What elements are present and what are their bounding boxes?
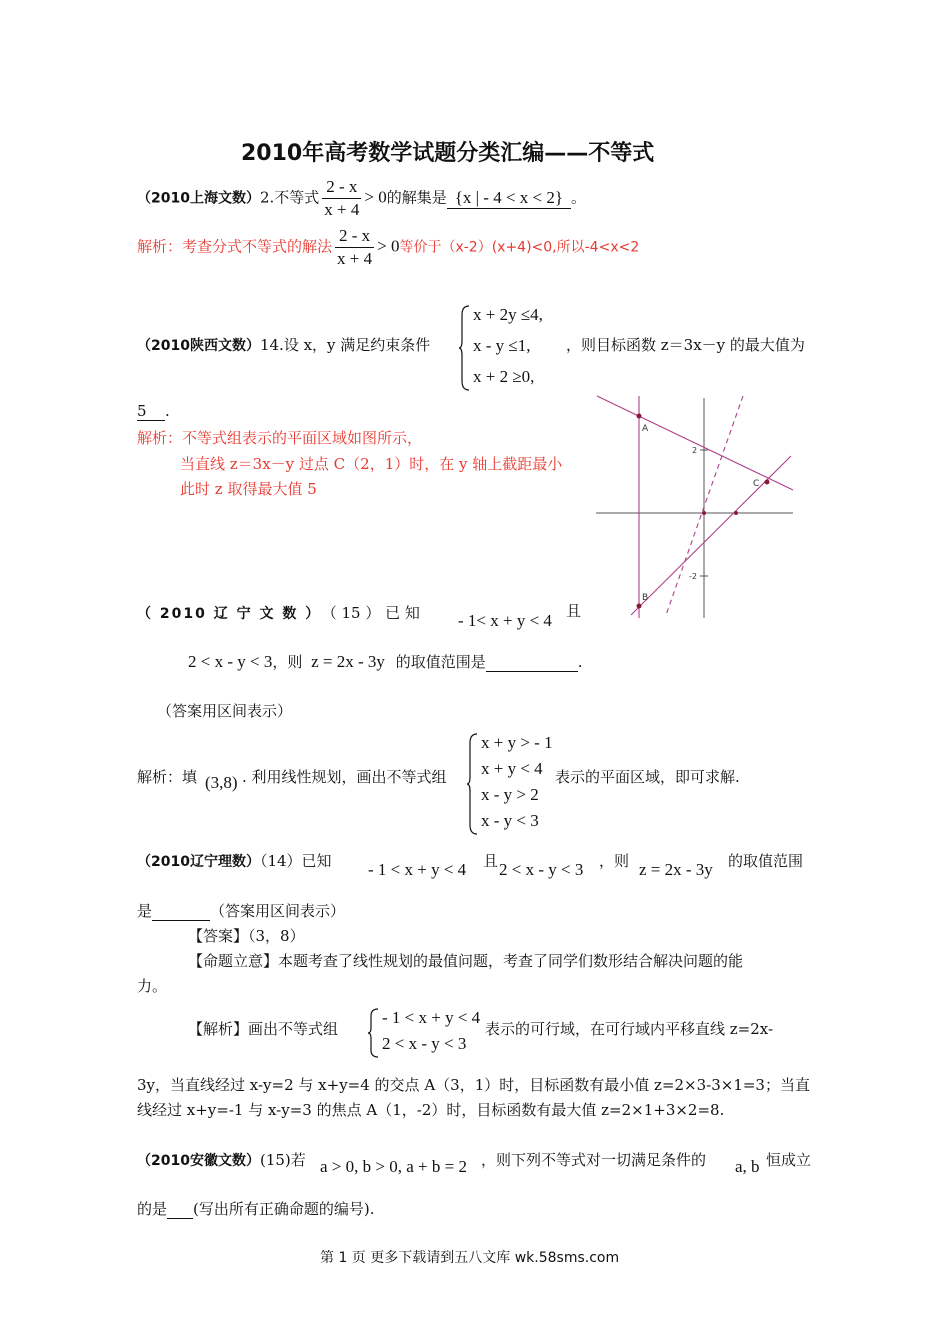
q5-line2-b: (写出所有正确命题的编号). bbox=[193, 1200, 375, 1218]
point-x-intercept bbox=[734, 511, 738, 515]
q4-source: （2010辽宁理数） bbox=[137, 854, 260, 870]
q2-region-graph bbox=[593, 393, 798, 621]
q3-comma: ，则 bbox=[272, 653, 303, 671]
q4-ineq1: - 1 < x + y < 4 bbox=[368, 860, 467, 879]
tick-m2: -2 bbox=[689, 572, 697, 581]
q4-sol2: 3y，当直线经过 x-y=2 与 x+y=4 的交点 A（3，1）时，目标函数有最小值 z=2×3-3×1=3；当直 bbox=[137, 1076, 810, 1094]
point-b bbox=[637, 604, 642, 609]
q1-text-b: 的解集是 bbox=[386, 188, 447, 207]
q1-sol-gt: > 0 bbox=[377, 236, 400, 256]
tick-2: 2 bbox=[692, 446, 698, 455]
point-c bbox=[765, 480, 770, 485]
q3-ineq2: 2 < x - y < 3 bbox=[188, 652, 273, 671]
q3-sol-c: 表示的平面区域，即可求解. bbox=[555, 768, 740, 786]
q2-sys-1: x - y ≤1, bbox=[473, 336, 531, 355]
q3-num: （ 15 ） 已 知 bbox=[329, 604, 420, 622]
q2-answer-line bbox=[137, 402, 170, 421]
page-footer: 第 1 页 更多下载请到五八文库 wk.58sms.com bbox=[320, 1250, 620, 1266]
q3-line1 bbox=[137, 602, 420, 623]
point-origin-cross bbox=[702, 511, 706, 515]
q2-system bbox=[459, 303, 579, 393]
label-c: C bbox=[753, 479, 760, 489]
q4-z: z = 2x - 3y bbox=[639, 860, 713, 879]
q5-ab: a, b bbox=[735, 1157, 760, 1176]
q4-ineq2: 2 < x - y < 3 bbox=[499, 860, 584, 879]
q5-source: （2010安徽文数） bbox=[137, 1153, 260, 1169]
q4-and: 且 bbox=[483, 852, 499, 870]
q2-text-b: ，则目标函数 z＝3x－y 的最大值为 bbox=[566, 336, 805, 354]
q1-solution bbox=[137, 225, 639, 270]
q3-sol-ans: (3,8) bbox=[205, 773, 238, 792]
q5-text-c: 恒成立 bbox=[766, 1151, 812, 1169]
q1-sol-b: 等价于（x-2）(x+4)<0,所以-4<x<2 bbox=[399, 239, 640, 256]
q5-num: (15)若 bbox=[259, 1151, 306, 1169]
q4-sys-1: 2 < x - y < 3 bbox=[382, 1034, 467, 1053]
q3-ineq1: - 1< x + y < 4 bbox=[458, 611, 552, 630]
q3-note: （答案用区间表示） bbox=[157, 702, 293, 720]
q4-brace bbox=[368, 1008, 380, 1058]
q3-blank bbox=[486, 653, 578, 672]
q3-source: （ 2010 辽 宁 文 数 ） bbox=[137, 606, 322, 622]
q4-sys-0: - 1 < x + y < 4 bbox=[382, 1008, 481, 1027]
q2-sys-0: x + 2y ≤4, bbox=[473, 305, 543, 324]
page-title: 2010年高考数学试题分类汇编——不等式 bbox=[241, 141, 655, 166]
q4-text-b: 的取值范围 bbox=[728, 852, 804, 870]
q3-sys-0: x + y > - 1 bbox=[481, 733, 553, 752]
q1-answer: {x | - 4 < x < 2} bbox=[447, 188, 571, 209]
q4-blank bbox=[152, 902, 210, 921]
q2-end: . bbox=[165, 402, 170, 420]
q2-brace bbox=[459, 305, 471, 391]
q3-sys-1: x + y < 4 bbox=[481, 759, 543, 778]
label-b: B bbox=[642, 593, 649, 603]
line-x-plus-2y-4 bbox=[597, 396, 793, 490]
q2-sys-2: x + 2 ≥0, bbox=[473, 367, 535, 386]
q4-sol-b: 表示的可行域，在可行域内平移直线 z=2x- bbox=[485, 1020, 774, 1038]
q2-answer: 5 bbox=[137, 402, 165, 421]
q5-cond: a > 0, b > 0, a + b = 2 bbox=[320, 1157, 467, 1176]
q4-sol-a: 【解析】画出不等式组 bbox=[188, 1020, 339, 1038]
q3-sys-2: x - y > 2 bbox=[481, 785, 539, 804]
label-a: A bbox=[642, 424, 649, 434]
q2-text-a: 14.设 x，y 满足约束条件 bbox=[259, 336, 431, 354]
q1-source: （2010上海文数） bbox=[137, 190, 260, 207]
q1-end: 。 bbox=[571, 188, 587, 207]
q4-idea1: 【命题立意】本题考查了线性规划的最值问题，考查了同学们数形结合解决问题的能 bbox=[188, 952, 744, 970]
q2-sol2: 当直线 z＝3x－y 过点 C（2，1）时，在 y 轴上截距最小 bbox=[180, 455, 563, 473]
q2-sol3: 此时 z 取得最大值 5 bbox=[180, 480, 317, 498]
q1-gt: > 0 bbox=[364, 187, 387, 207]
q3-sol-a: 解析：填 bbox=[137, 768, 198, 786]
q4-answer: 【答案】（3，8） bbox=[188, 927, 305, 945]
q4-line2 bbox=[137, 900, 345, 921]
q1-sol-fraction: $\frac{2 - x}{x + 4}$ bbox=[337, 226, 373, 268]
q4-line2-a: 是 bbox=[137, 902, 153, 920]
q1-line bbox=[137, 176, 586, 221]
q5-line2-a: 的是 bbox=[137, 1200, 168, 1218]
q3-sol-b: . 利用线性规划，画出不等式组 bbox=[242, 768, 447, 786]
q2-sol1: 解析：不等式组表示的平面区域如图所示， bbox=[137, 429, 423, 447]
q3-text-b: 的取值范围是 bbox=[395, 653, 486, 671]
q1-fraction: $\frac{2 - x}{x + 4}$ bbox=[324, 177, 360, 219]
q1-text-a: 2.不等式 bbox=[259, 188, 320, 207]
q5-text-b: ，则下列不等式对一切满足条件的 bbox=[481, 1151, 707, 1169]
q5-blank bbox=[167, 1200, 193, 1219]
q1-sol-a: 解析：考查分式不等式的解法 bbox=[137, 237, 333, 256]
q2-source: （2010陕西文数） bbox=[137, 338, 260, 354]
q4-system bbox=[368, 1006, 488, 1058]
q3-sys-3: x - y < 3 bbox=[481, 811, 539, 830]
q4-num: （14）已知 bbox=[259, 852, 332, 870]
q3-line2 bbox=[188, 651, 583, 672]
q4-idea2: 力。 bbox=[137, 977, 168, 995]
q4-line2-b: （答案用区间表示） bbox=[210, 902, 346, 920]
q5-line1 bbox=[137, 1149, 306, 1170]
q3-z: z = 2x - 3y bbox=[311, 652, 385, 671]
q3-and: 且 bbox=[566, 602, 582, 620]
q5-line2 bbox=[137, 1198, 375, 1219]
q4-comma: ，则 bbox=[599, 852, 630, 870]
point-a bbox=[637, 414, 642, 419]
q2-source-line bbox=[137, 334, 430, 355]
q3-brace bbox=[467, 733, 479, 835]
q4-line1-a bbox=[137, 850, 332, 871]
q4-sol3: 线经过 x+y=-1 与 x-y=3 的焦点 A（1，-2）时，目标函数有最大值 z=2×1+3×2=8. bbox=[137, 1101, 725, 1119]
q3-end: . bbox=[577, 653, 583, 671]
